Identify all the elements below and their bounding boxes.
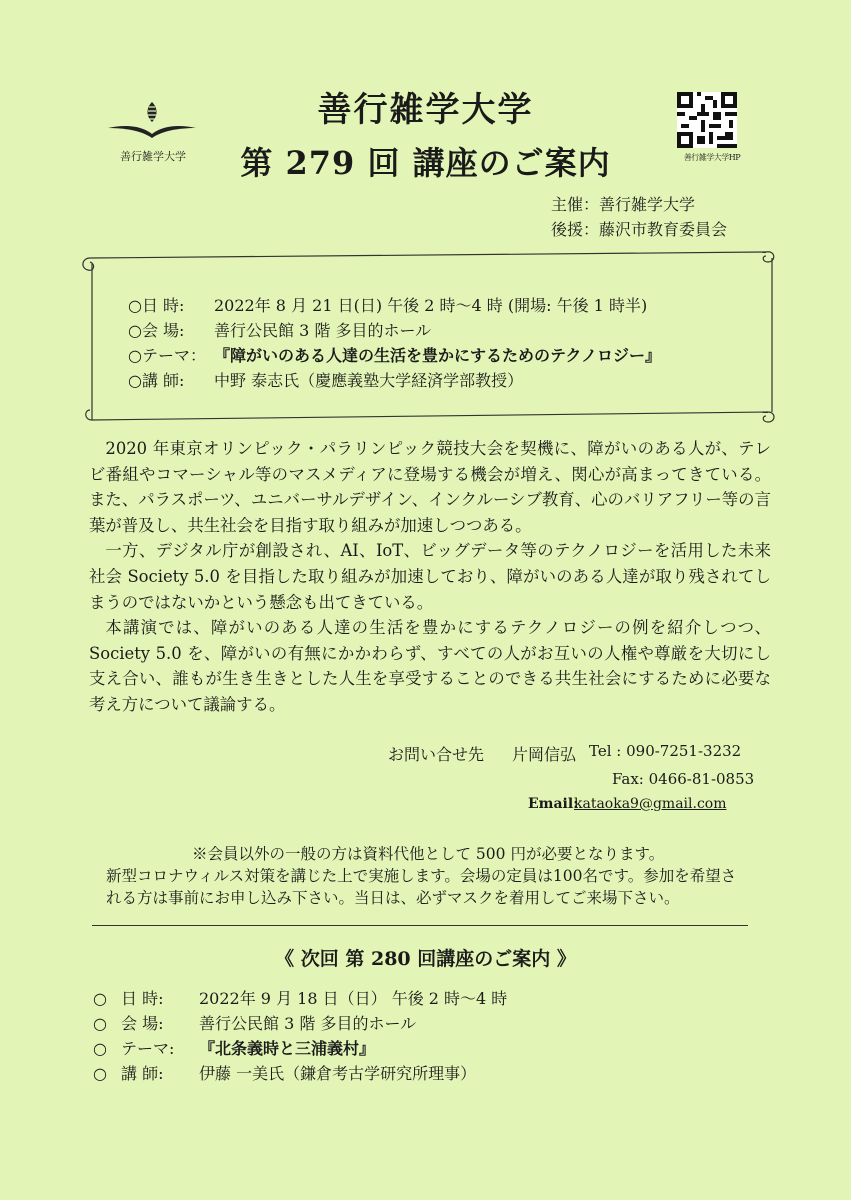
next-lecturer-value: 伊藤 一美氏（鎌倉考古学研究所理事）: [199, 1064, 477, 1083]
section-divider: [92, 925, 748, 926]
next-theme-value: 『北条義時と三浦義村』: [199, 1039, 376, 1058]
next-venue-label: 会 場:: [121, 1014, 164, 1033]
next-venue-row: [93, 1011, 416, 1034]
event-lecturer-label: ○講 師:: [128, 371, 185, 390]
event-venue-label: ○会 場:: [128, 321, 185, 340]
event-lecturer-value: 中野 泰志氏（慶應義塾大学経済学部教授）: [214, 371, 524, 390]
covid-note-line-2: れる方は事前にお申し込み下さい。当日は、必ずマスクを着用してご来場下さい。: [106, 889, 680, 907]
event-theme-row: [128, 343, 661, 366]
bullet-icon: ○: [93, 1064, 107, 1083]
contact-email-label: Email:: [528, 796, 579, 812]
lecture-description: [89, 436, 771, 718]
bullet-icon: ○: [93, 989, 107, 1008]
next-venue-value: 善行公民館 3 階 多目的ホール: [199, 1014, 417, 1033]
event-venue-value: 善行公民館 3 階 多目的ホール: [214, 321, 432, 340]
event-theme-label: ○テーマ：: [128, 346, 206, 365]
next-date-value: 2022年 9 月 18 日（日） 午後 2 時〜4 時: [199, 989, 508, 1008]
sponsor-support: 後援：藤沢市教育委員会: [551, 220, 728, 239]
contact-fax: Fax: 0466-81-0853: [612, 770, 755, 788]
lecture-title: 第 279 回 講座のご案内: [240, 144, 611, 182]
description-paragraph-2: 一方、デジタル庁が創設され、AI、IoT、ビッグデータ等のテクノロジーを活用した未来社会 Society 5.0 を目指した取り組みが加速しており、障がいのある人達が取り残されてしまうのではないかという懸念も出てきている。: [89, 541, 771, 612]
event-lecturer-row: [128, 368, 523, 391]
event-date-label: ○日 時:: [128, 296, 185, 315]
next-lecture-title: 《 次回 第 280 回講座のご案内 》: [275, 948, 576, 970]
event-venue-row: [128, 318, 431, 341]
bullet-icon: ○: [93, 1039, 107, 1058]
event-date-row: [128, 293, 647, 316]
next-date-row: [93, 986, 507, 1009]
fee-note: ※会員以外の一般の方は資料代他として 500 円が必要となります。: [192, 845, 665, 863]
contact-email-link[interactable]: kataoka9@gmail.com: [574, 796, 727, 812]
next-lecturer-row: [93, 1061, 476, 1084]
contact-name: 片岡信弘: [512, 745, 577, 764]
covid-note-line-1: 新型コロナウィルス対策を講じた上で実施します。会場の定員は100名です。参加を希望さ: [106, 867, 737, 885]
contact-tel: Tel : 090-7251-3232: [589, 742, 742, 760]
next-theme-row: [93, 1036, 375, 1059]
next-lecturer-label: 講 師:: [121, 1064, 164, 1083]
organization-title: 善行雑学大学: [317, 90, 534, 130]
next-date-label: 日 時:: [121, 989, 164, 1008]
contact-label: お問い合せ先: [388, 745, 485, 764]
description-paragraph-3: 本講演では、障がいのある人達の生活を豊かにするテクノロジーの例を紹介しつつ、Society 5.0 を、障がいの有無にかかわらず、すべての人がお互いの人権や尊厳を大切にし支え合い、誰もが生き生きとした人生を享受することのできる共生社会にするために必要な考え方について議論する。: [89, 618, 771, 714]
qr-code-icon: [677, 92, 737, 148]
logo-caption: 善行雑学大学: [120, 150, 186, 163]
qr-caption: 善行雑学大学HP: [683, 153, 741, 162]
event-date-value: 2022年 8 月 21 日(日) 午後 2 時〜4 時 (開場: 午後 1 時半): [214, 296, 648, 315]
event-theme-value: 『障がいのある人達の生活を豊かにするためのテクノロジー』: [214, 346, 662, 365]
sponsor-host: 主催：善行雑学大学: [551, 195, 696, 214]
next-theme-label: テーマ:: [121, 1039, 175, 1058]
description-paragraph-1: 2020 年東京オリンピック・パラリンピック競技大会を契機に、障がいのある人が、テレビ番組やコマーシャル等のマスメディアに登場する機会が増え、関心が高まってきている。また、パラスポーツ、ユニバーサルデザイン、インクルーシブ教育、心のバリアフリー等の言葉が普及し、共生社会を目指す取り組みが加速しつつある。: [89, 439, 771, 535]
bullet-icon: ○: [93, 1014, 107, 1033]
